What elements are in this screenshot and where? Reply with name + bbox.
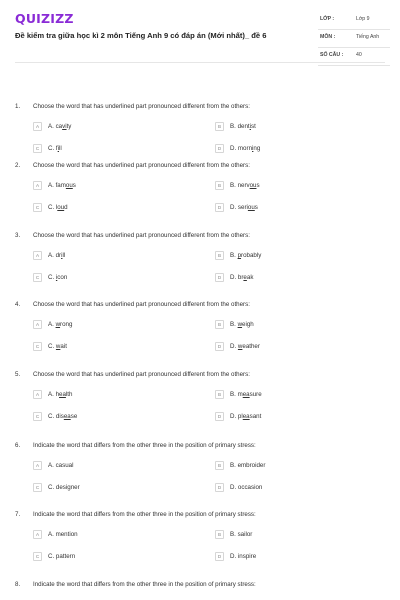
underlined-segment: ea [63,413,71,420]
option-letter-box: A [33,461,42,470]
option-text-segment: D. morn [230,145,253,152]
option-text-segment: A. ca [48,123,63,130]
option-text [230,553,256,560]
underlined-segment: w [55,321,61,328]
option-letter-box: A [33,181,42,190]
option-text-segment: A. casual [48,462,74,469]
question-number: 5. [15,371,21,378]
option-text [48,413,77,420]
option-text [48,462,73,469]
option-text-segment: B. sailor [230,531,253,538]
option-text [230,531,252,538]
option-text [230,484,262,491]
document-header [0,0,400,76]
option-text-segment: A. mention [48,531,78,538]
meta-row-question-count [318,48,390,66]
option-text-segment: ty [66,123,72,130]
option-text-segment: D. br [230,274,244,281]
underlined-segment: vi [62,123,67,130]
option-text-segment: D. seri [230,204,248,211]
question-number: 8. [15,581,21,588]
underlined-segment: ou [247,204,255,211]
meta-info-box [318,12,390,66]
option-text-segment: D. inspire [230,553,257,560]
underlined-segment: ou [249,182,257,189]
underlined-segment: ou [65,182,73,189]
underlined-segment: p [237,252,242,259]
question-prompt: Indicate the word that differs from the other three in the position of primary stress: [33,581,256,588]
option-text-segment: eather [242,343,260,350]
option-letter-box: C [33,483,42,492]
option-text [48,145,62,152]
option-text-segment: B. [230,321,238,328]
underlined-segment: i [252,145,254,152]
underlined-segment: ea [242,391,250,398]
option-letter-box: A [33,390,42,399]
option-text-segment: s [72,182,76,189]
meta-key: MÔN : [320,34,336,40]
meta-row-subject [318,30,390,48]
option-text-segment: A. [48,321,56,328]
option-letter-box: A [33,251,42,260]
option-text [230,123,256,130]
option-text-segment: A. fam [48,182,66,189]
option-letter-box: B [215,530,224,539]
question-number: 1. [15,103,21,110]
option-text-segment: C. f [48,145,58,152]
option-letter-box: D [215,144,224,153]
option-letter-box: A [33,530,42,539]
option-text [230,204,258,211]
option-letter-box: B [215,390,224,399]
option-letter-box: C [33,552,42,561]
option-text-segment: d [64,204,68,211]
option-text-segment: con [57,274,68,281]
option-text-segment: C. dis [48,413,64,420]
document-title: Đề kiểm tra giữa học kì 2 môn Tiếng Anh 9 có đáp án (Mới nhất)_ đề 6 [15,31,267,40]
question-prompt: Choose the word that has underlined part pronounced different from the others: [33,162,250,169]
question-number: 2. [15,162,21,169]
question-prompt: Choose the word that has underlined part pronounced different from the others: [33,371,250,378]
question-prompt: Indicate the word that differs from the other three in the position of primary stress: [33,511,256,518]
option-text-segment: B. dent [230,123,250,130]
underlined-segment: i [55,274,58,281]
option-text [48,204,68,211]
option-text-segment: st [250,123,256,130]
question-prompt: Choose the word that has underlined part pronounced different from the others: [33,103,250,110]
option-letter-box: D [215,273,224,282]
quizizz-logo: QUIZIZZ [15,11,74,26]
underlined-segment: i [61,252,63,259]
option-text-segment: lth [65,391,73,398]
option-text-segment: ak [246,274,254,281]
option-letter-box: C [33,412,42,421]
option-letter-box: D [215,203,224,212]
question-number: 7. [15,511,21,518]
option-text-segment: se [70,413,78,420]
option-letter-box: B [215,320,224,329]
meta-row-class [318,12,390,30]
header-divider [15,62,385,63]
question-prompt: Choose the word that has underlined part pronounced different from the others: [33,232,250,239]
option-text [230,145,260,152]
option-text [230,413,261,420]
option-text [230,182,260,189]
option-letter-box: B [215,181,224,190]
option-text [48,484,80,491]
option-text [230,462,265,469]
underlined-segment: ea [242,413,250,420]
option-text-segment: D. [230,343,238,350]
option-text [230,343,260,350]
option-text [48,321,72,328]
option-text-segment: A. dr [48,252,62,259]
option-letter-box: B [215,461,224,470]
option-letter-box: C [33,273,42,282]
option-text-segment: A. h [48,391,60,398]
option-text-segment: B. nerv [230,182,250,189]
underlined-segment: i [249,123,251,130]
question-prompt: Indicate the word that differs from the other three in the position of primary stress: [33,442,256,449]
question-prompt: Choose the word that has underlined part pronounced different from the others: [33,301,250,308]
underlined-segment: w [237,343,243,350]
option-text [48,553,75,560]
option-text-segment: B. embroider [230,462,266,469]
option-letter-box: C [33,144,42,153]
meta-value: Tiếng Anh [356,34,380,40]
option-text-segment: D. pl [230,413,243,420]
option-text-segment: ll [62,252,66,259]
option-text-segment: C. pattern [48,553,76,560]
option-letter-box: D [215,552,224,561]
option-text-segment: sant [249,413,262,420]
option-text-segment: rong [60,321,73,328]
option-letter-box: B [215,251,224,260]
option-text-segment: C. [48,343,56,350]
option-text [230,391,262,398]
option-text [48,182,76,189]
option-text-segment: ait [60,343,67,350]
option-text-segment: B. [230,252,238,259]
underlined-segment: w [55,343,61,350]
option-text-segment: s [254,204,258,211]
option-text-segment: robably [241,252,262,259]
option-text [230,321,254,328]
meta-value: Lớp 9 [356,16,370,22]
option-text [48,274,67,281]
underlined-segment: w [237,321,243,328]
option-letter-box: A [33,320,42,329]
underlined-segment: e [243,274,247,281]
option-text-segment: B. m [230,391,243,398]
option-text-segment: ng [253,145,261,152]
underlined-segment: ea [59,391,66,398]
option-text-segment: sure [249,391,262,398]
option-text [48,531,78,538]
option-text [230,274,253,281]
underlined-segment: ou [57,204,65,211]
option-text-segment: C. designer [48,484,80,491]
underlined-segment: i [57,145,60,152]
option-letter-box: B [215,122,224,131]
option-letter-box: D [215,483,224,492]
meta-key: SỐ CÂU : [320,52,344,58]
question-number: 6. [15,442,21,449]
option-text [48,252,65,259]
meta-value: 40 [356,52,362,58]
option-text-segment: eigh [242,321,254,328]
option-text-segment: s [256,182,260,189]
option-letter-box: C [33,203,42,212]
meta-key: LỚP : [320,16,335,22]
option-text-segment: ll [59,145,62,152]
option-text-segment: D. occasion [230,484,263,491]
option-text [48,343,67,350]
option-text-segment: C. l [48,204,58,211]
question-number: 4. [15,301,21,308]
option-letter-box: C [33,342,42,351]
option-letter-box: D [215,342,224,351]
option-text [230,252,261,259]
option-letter-box: A [33,122,42,131]
question-number: 3. [15,232,21,239]
option-text [48,123,71,130]
option-text-segment: C. [48,274,56,281]
option-text [48,391,72,398]
option-letter-box: D [215,412,224,421]
